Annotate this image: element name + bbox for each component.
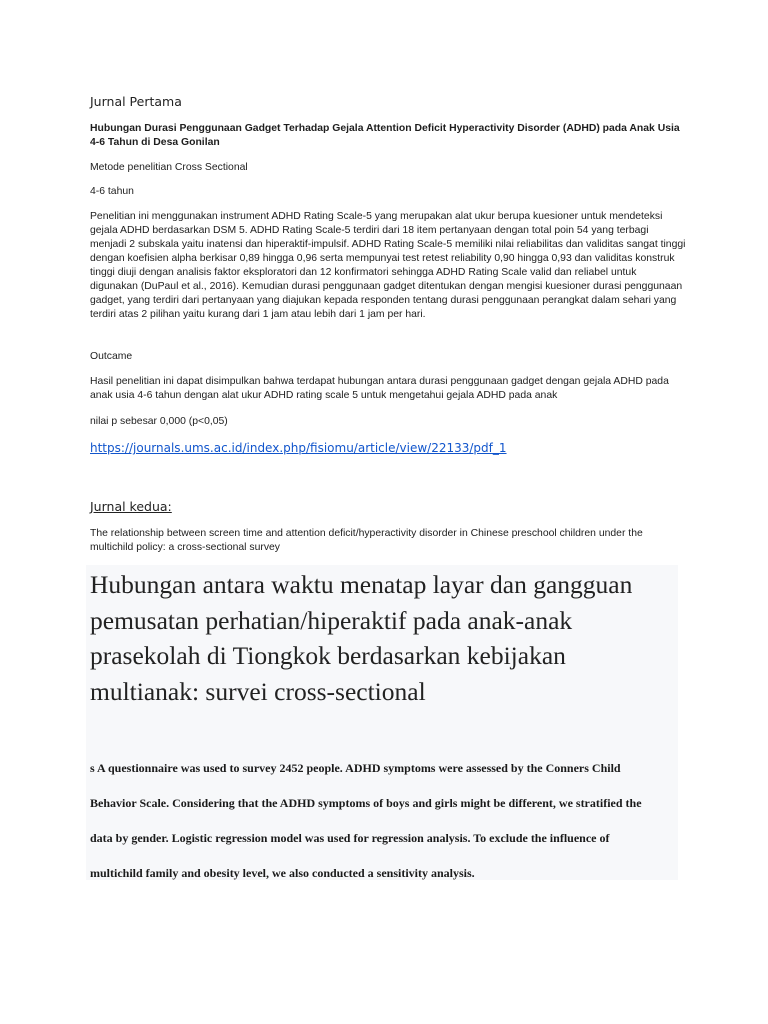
- abstract-line: s A questionnaire was used to survey 2452 people. ADHD symptoms were assessed by the Conners Child: [90, 761, 621, 775]
- journal-1-p-value: nilai p sebesar 0,000 (p<0,05): [90, 416, 228, 427]
- journal-2-translated-title: Hubungan antara waktu menatap layar dan gangguan pemusatan perhatian/hiperaktif pada anak-anak prasekolah di Tiongkok berdasarkan kebijakan multianak: survei cross-sectional: [90, 570, 633, 706]
- journal-1-link[interactable]: https://journals.ums.ac.id/index.php/fisiomu/article/view/22133/pdf_1: [90, 441, 507, 455]
- journal-2-heading: Jurnal kedua:: [90, 499, 172, 514]
- journal-1-heading: Jurnal Pertama: [90, 94, 182, 109]
- abstract-line: Behavior Scale. Considering that the ADHD symptoms of boys and girls might be different, we stratified the: [90, 796, 642, 810]
- abstract-line: multichild family and obesity level, we also conducted a sensitivity analysis.: [90, 866, 475, 880]
- journal-1-title: Hubungan Durasi Penggunaan Gadget Terhadap Gejala Attention Deficit Hyperactivity Disorder (ADHD) pada Anak Usia 4-6 Tahun di Desa Gonilan: [90, 123, 680, 148]
- journal-1-description: Penelitian ini menggunakan instrument ADHD Rating Scale-5 yang merupakan alat ukur berupa kuesioner untuk mendeteksi gejala ADHD berdasarkan DSM 5. ADHD Rating Scale-5 terdiri dari 18 item pertanyaan dengan total poin 54 yang terbagi menjadi 2 subskala yaitu inatensi dan hiperaktif-impulsif. ADHD Rating Scale-5 memiliki nilai reliabilitas dan validitas sangat tinggi dengan koefisien alpha berkisar 0,89 hingga 0,96 serta mempunyai test retest reliability 0,90 hingga 0,93 dan validitas konstruk tinggi diuji dengan analisis faktor eksploratori dan 12 konfirmatori sehingga ADHD Rating Scale valid dan reliabel untuk digunakan (DuPaul et al., 2016). Kemudian durasi penggunaan gadget ditentukan dengan mengisi kuesioner durasi penggunaan gadget, yang terdiri dari pertanyaan yang diajukan kepada responden tentang durasi penggunaan perangkat dalam sehari yang terdiri atas 2 pilihan yaitu kurang dari 1 jam atau lebih dari 1 jam per hari.: [90, 211, 686, 320]
- journal-1-outcome-text: Hasil penelitian ini dapat disimpulkan bahwa terdapat hubungan antara durasi penggunaan gadget dengan gejala ADHD pada anak usia 4-6 tahun dengan alat ukur ADHD rating scale 5 untuk mengetahui gejala ADHD pada anak: [90, 376, 669, 401]
- journal-2-english-title: The relationship between screen time and attention deficit/hyperactivity disorder in Chinese preschool children under the multichild policy: a cross-sectional survey: [90, 528, 643, 553]
- abstract-line: data by gender. Logistic regression model was used for regression analysis. To exclude the influence of: [90, 831, 610, 845]
- journal-1-outcome-label: Outcame: [90, 351, 133, 362]
- journal-1-method: Metode penelitian Cross Sectional: [90, 162, 248, 173]
- journal-1-age: 4-6 tahun: [90, 186, 134, 197]
